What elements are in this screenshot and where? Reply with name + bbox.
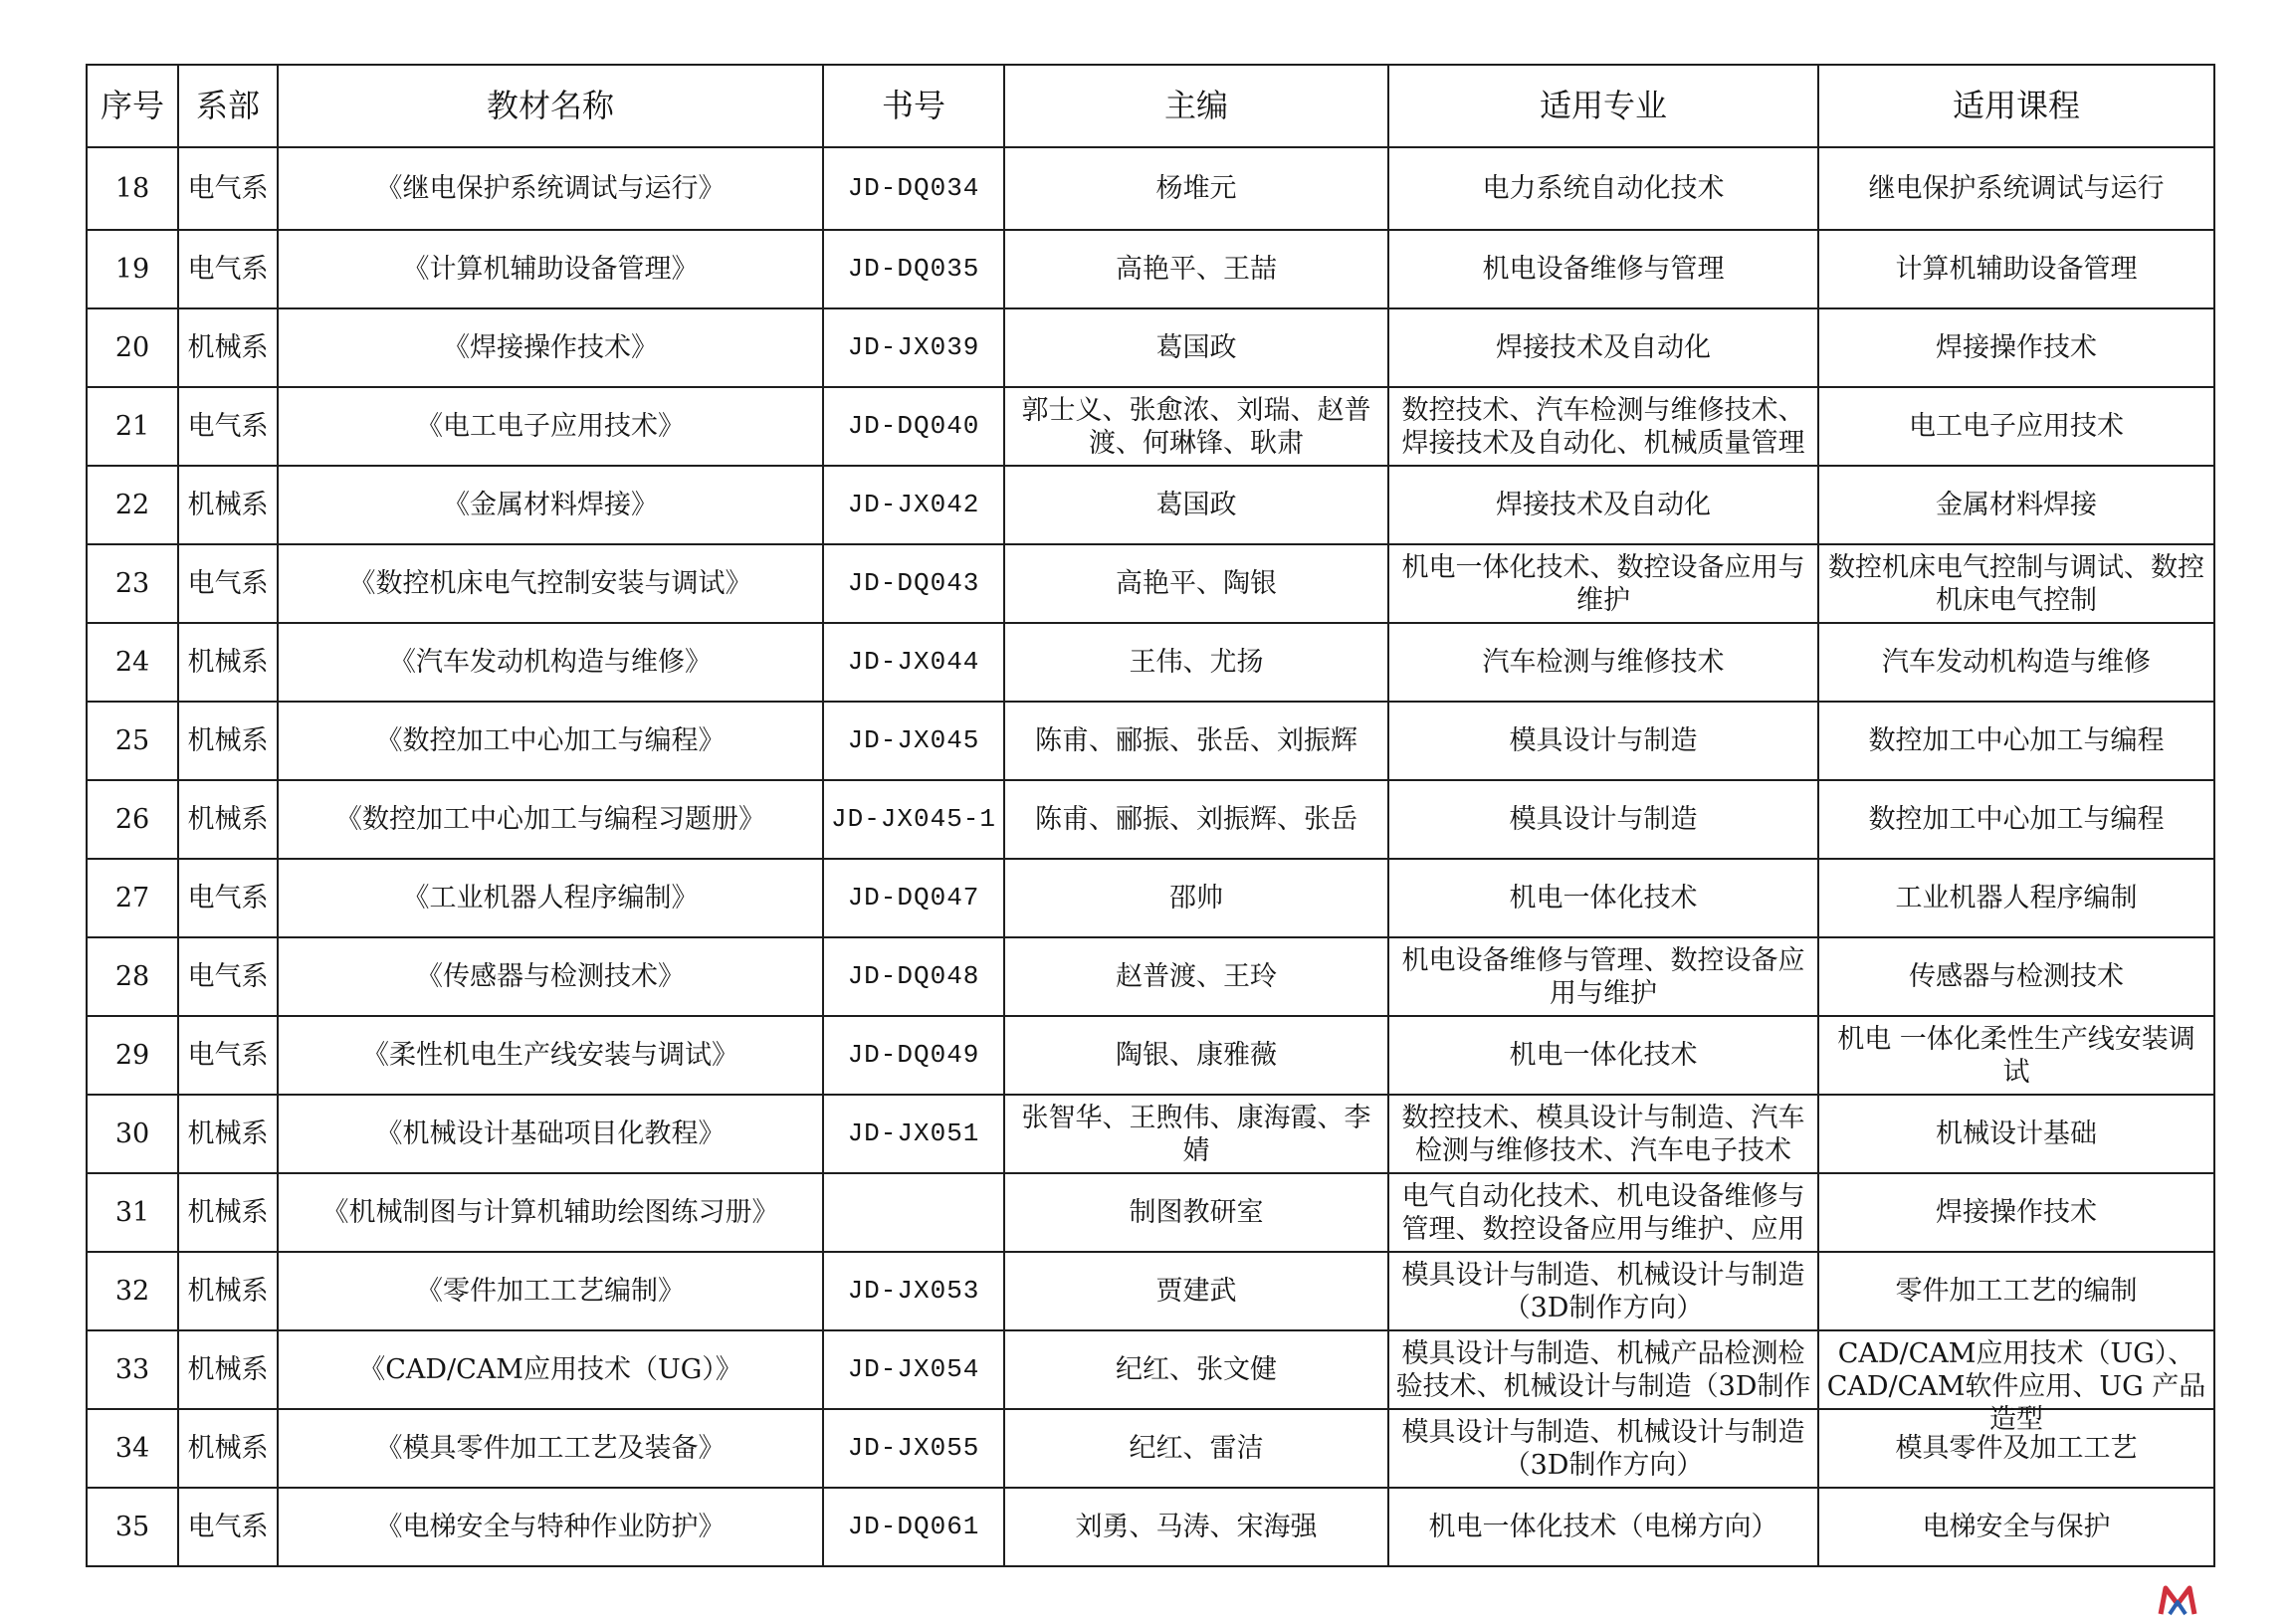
row-department-text: 电气系 [187,961,269,992]
row-editor [1004,308,1388,387]
row-major-text: 汽车检测与维修技术 [1482,647,1725,678]
row-department [178,623,278,702]
table-row [87,308,2214,387]
row-department-text: 机械系 [187,1118,269,1149]
row-book-code-text: JD-JX044 [847,647,980,677]
row-major-text: 机电一体化技术 [1509,1040,1698,1071]
row-major [1388,1330,1818,1409]
header-editor: 主编 [1004,65,1388,147]
row-department [178,544,278,623]
row-number [87,387,178,466]
row-book-code [823,544,1004,623]
row-course-text: 模具零件及加工工艺 [1895,1433,2138,1464]
row-textbook-title [278,544,823,623]
row-major-text: 模具设计与制造、机械产品检测检验技术、机械设计与制造（3D制作 [1395,1337,1811,1402]
row-textbook-title [278,466,823,544]
row-editor-text: 赵普渡、王玲 [1116,961,1277,992]
row-editor [1004,230,1388,308]
row-department-text: 电气系 [187,568,269,599]
row-editor-text: 郭士义、张愈浓、刘瑞、赵普渡、何琳锋、耿肃 [1021,394,1371,459]
row-department-text: 机械系 [187,1276,269,1307]
table-row [87,702,2214,780]
row-major [1388,1488,1818,1566]
row-editor-text: 高艳平、陶银 [1116,568,1277,599]
row-number [87,1173,178,1252]
row-textbook-title-text: 《数控加工中心加工与编程》 [375,725,726,756]
row-major [1388,937,1818,1016]
row-book-code [823,1173,1004,1252]
row-book-code-text: JD-DQ040 [847,411,980,441]
row-editor [1004,544,1388,623]
row-number-text: 22 [114,490,150,520]
row-course-text: 数控机床电气控制与调试、数控机床电气控制 [1828,551,2204,616]
table-row [87,937,2214,1016]
row-department-text: 电气系 [187,173,269,204]
row-textbook-title [278,702,823,780]
row-major-text: 模具设计与制造、机械设计与制造（3D制作方向） [1401,1416,1805,1481]
row-major [1388,230,1818,308]
row-major-text: 机电一体化技术、数控设备应用与维护 [1401,551,1805,616]
row-textbook-title [278,230,823,308]
row-textbook-title-text: 《电工电子应用技术》 [416,411,685,442]
row-course [1818,859,2214,937]
row-editor [1004,780,1388,859]
row-editor [1004,859,1388,937]
row-book-code [823,230,1004,308]
row-major [1388,544,1818,623]
row-book-code [823,466,1004,544]
row-editor [1004,937,1388,1016]
row-course-text: 数控加工中心加工与编程 [1868,725,2165,756]
row-major-text: 机电设备维修与管理、数控设备应用与维护 [1401,944,1805,1009]
row-major-text: 焊接技术及自动化 [1496,332,1711,363]
row-editor-text: 陈甫、郦振、张岳、刘振辉 [1035,725,1357,756]
row-major-text: 机电一体化技术 [1509,883,1698,914]
row-course [1818,937,2214,1016]
row-book-code [823,702,1004,780]
row-department [178,1488,278,1566]
row-editor [1004,466,1388,544]
row-department-text: 机械系 [187,647,269,678]
row-number-text: 31 [114,1197,150,1228]
row-number [87,1016,178,1095]
row-textbook-title-text: 《CAD/CAM应用技术（UG）》 [358,1354,742,1385]
row-course-text: 电梯安全与保护 [1922,1512,2111,1542]
row-course [1818,147,2214,230]
table-row [87,1330,2214,1409]
row-number [87,308,178,387]
row-department [178,1095,278,1173]
table-row [87,1488,2214,1566]
row-department [178,230,278,308]
row-textbook-title [278,387,823,466]
row-book-code [823,1252,1004,1330]
row-book-code [823,859,1004,937]
row-book-code-text: JD-DQ061 [847,1512,980,1541]
row-number-text: 30 [114,1118,150,1149]
row-textbook-title [278,1488,823,1566]
row-number [87,1409,178,1488]
row-textbook-title-text: 《继电保护系统调试与运行》 [375,173,726,204]
table-row [87,230,2214,308]
row-major [1388,780,1818,859]
table-row [87,780,2214,859]
row-number-text: 21 [114,411,150,442]
row-course-text: 机械设计基础 [1936,1118,2097,1149]
row-book-code-text: JD-DQ035 [847,254,980,284]
row-department [178,937,278,1016]
row-department-text: 电气系 [187,1512,269,1542]
row-editor [1004,147,1388,230]
row-book-code [823,147,1004,230]
row-major-text: 数控技术、汽车检测与维修技术、焊接技术及自动化、机械质量管理 [1401,394,1805,459]
row-editor-text: 高艳平、王喆 [1116,254,1277,285]
row-number-text: 23 [114,568,150,599]
row-textbook-title-text: 《工业机器人程序编制》 [402,883,699,914]
row-editor [1004,1330,1388,1409]
row-major-text: 机电一体化技术（电梯方向） [1428,1512,1778,1542]
row-book-code-text: JD-JX053 [847,1276,980,1306]
m-logo-icon [2158,1584,2197,1616]
row-major-text: 模具设计与制造 [1509,804,1698,835]
row-department-text: 机械系 [187,1354,269,1385]
row-course [1818,308,2214,387]
row-editor-text: 贾建武 [1155,1276,1237,1307]
table-row [87,544,2214,623]
table-row [87,859,2214,937]
row-book-code-text: JD-JX054 [847,1354,980,1384]
row-book-code [823,1016,1004,1095]
row-textbook-title [278,308,823,387]
row-number-text: 27 [114,883,150,914]
row-major-text: 焊接技术及自动化 [1496,490,1711,520]
row-textbook-title-text: 《电梯安全与特种作业防护》 [375,1512,726,1542]
row-textbook-title [278,1409,823,1488]
row-editor [1004,623,1388,702]
row-textbook-title-text: 《数控机床电气控制安装与调试》 [348,568,752,599]
row-textbook-title-text: 《机械设计基础项目化教程》 [375,1118,726,1149]
row-department-text: 机械系 [187,725,269,756]
row-course-text: 焊接操作技术 [1936,1197,2097,1228]
row-department [178,1016,278,1095]
row-number [87,702,178,780]
row-department-text: 机械系 [187,804,269,835]
row-number [87,544,178,623]
row-course-text: 工业机器人程序编制 [1895,883,2138,914]
row-textbook-title-text: 《计算机辅助设备管理》 [402,254,699,285]
row-course [1818,1252,2214,1330]
table-row [87,1173,2214,1252]
row-number [87,937,178,1016]
row-book-code [823,1095,1004,1173]
row-number-text: 28 [114,961,150,992]
row-department-text: 机械系 [187,490,269,520]
table-row [87,1016,2214,1095]
row-course-text: 电工电子应用技术 [1909,411,2124,442]
row-major [1388,859,1818,937]
row-book-code [823,1409,1004,1488]
row-number-text: 29 [114,1040,150,1071]
textbook-table [86,64,2215,1567]
row-textbook-title [278,937,823,1016]
row-editor-text: 王伟、尤扬 [1129,647,1264,678]
row-number-text: 24 [114,647,150,678]
row-course-text: 计算机辅助设备管理 [1895,254,2138,285]
row-number-text: 19 [114,254,150,285]
row-book-code-text: JD-JX055 [847,1433,980,1463]
row-number [87,1488,178,1566]
row-editor [1004,1488,1388,1566]
header-title: 教材名称 [278,65,823,147]
row-major-text: 模具设计与制造 [1509,725,1698,756]
row-textbook-title-text: 《焊接操作技术》 [443,332,658,363]
row-book-code-text: JD-DQ043 [847,568,980,598]
row-textbook-title-text: 《汽车发动机构造与维修》 [389,647,712,678]
row-course [1818,1330,2214,1435]
header-major: 适用专业 [1388,65,1818,147]
row-number [87,1252,178,1330]
row-textbook-title-text: 《模具零件加工工艺及装备》 [375,1433,726,1464]
row-major-text: 电气自动化技术、机电设备维修与管理、数控设备应用与维护、应用 [1401,1180,1805,1245]
row-textbook-title [278,1095,823,1173]
row-department [178,1330,278,1409]
row-number [87,859,178,937]
row-book-code-text: JD-DQ048 [847,961,980,991]
row-department-text: 机械系 [187,1197,269,1228]
row-textbook-title-text: 《机械制图与计算机辅助绘图练习册》 [321,1197,779,1228]
row-department [178,147,278,230]
row-editor [1004,387,1388,466]
row-editor-text: 葛国政 [1155,490,1237,520]
row-department [178,1409,278,1488]
row-textbook-title-text: 《零件加工工艺编制》 [416,1276,685,1307]
table-row [87,1252,2214,1330]
row-number [87,230,178,308]
row-course-text: 零件加工工艺的编制 [1895,1276,2138,1307]
row-number [87,466,178,544]
row-course [1818,466,2214,544]
row-department [178,1173,278,1252]
table-row [87,623,2214,702]
row-department-text: 电气系 [187,883,269,914]
row-course [1818,544,2214,623]
table-row [87,1095,2214,1173]
row-department [178,859,278,937]
row-textbook-title [278,1016,823,1095]
row-major [1388,308,1818,387]
row-department-text: 电气系 [187,411,269,442]
row-course [1818,702,2214,780]
row-book-code-text: JD-DQ049 [847,1040,980,1070]
row-book-code [823,623,1004,702]
row-editor-text: 陶银、康雅薇 [1116,1040,1277,1071]
row-department [178,1252,278,1330]
row-editor-text: 陈甫、郦振、刘振辉、张岳 [1035,804,1357,835]
row-major-text: 电力系统自动化技术 [1482,173,1725,204]
row-major-text: 模具设计与制造、机械设计与制造（3D制作方向） [1401,1259,1805,1323]
row-major-text: 数控技术、模具设计与制造、汽车检测与维修技术、汽车电子技术 [1401,1102,1805,1166]
row-number-text: 33 [114,1354,150,1385]
row-major [1388,1173,1818,1252]
row-number [87,780,178,859]
row-book-code [823,780,1004,859]
row-book-code-text: JD-JX051 [847,1118,980,1148]
row-number [87,1330,178,1409]
row-course-text: 汽车发动机构造与维修 [1882,647,2151,678]
row-number-text: 26 [114,804,150,835]
header-dept: 系部 [178,65,278,147]
row-textbook-title-text: 《柔性机电生产线安装与调试》 [362,1040,738,1071]
row-number [87,147,178,230]
row-department-text: 电气系 [187,254,269,285]
row-number-text: 25 [114,725,150,756]
row-textbook-title [278,1173,823,1252]
row-book-code-text: JD-JX045-1 [830,804,997,834]
row-major [1388,1409,1818,1488]
row-course [1818,1173,2214,1252]
table-row [87,1409,2214,1488]
row-editor-text: 葛国政 [1155,332,1237,363]
row-textbook-title [278,147,823,230]
table-row [87,387,2214,466]
row-editor [1004,702,1388,780]
row-textbook-title [278,1330,823,1409]
row-editor [1004,1173,1388,1252]
row-department [178,466,278,544]
row-course-text: 传感器与检测技术 [1909,961,2124,992]
row-editor-text: 纪红、雷洁 [1129,1433,1264,1464]
row-number-text: 34 [114,1433,150,1464]
row-editor-text: 制图教研室 [1129,1197,1264,1228]
row-book-code-text: JD-JX039 [847,332,980,362]
row-department [178,780,278,859]
row-number [87,623,178,702]
row-textbook-title-text: 《传感器与检测技术》 [416,961,685,992]
row-book-code-text: JD-JX045 [847,725,980,755]
row-major-text: 机电设备维修与管理 [1482,254,1725,285]
row-major [1388,466,1818,544]
row-major [1388,387,1818,466]
row-editor [1004,1252,1388,1330]
row-number-text: 20 [114,332,150,363]
row-course [1818,230,2214,308]
row-number-text: 32 [114,1276,150,1307]
row-book-code [823,937,1004,1016]
row-book-code-text: JD-JX042 [847,490,980,519]
row-course [1818,1095,2214,1173]
row-major [1388,623,1818,702]
header-code: 书号 [823,65,1004,147]
row-major [1388,702,1818,780]
header-no: 序号 [87,65,178,147]
row-department [178,702,278,780]
row-number-text: 18 [114,173,150,204]
row-course-text: 机电 一体化柔性生产线安装调试 [1837,1023,2195,1088]
row-editor [1004,1095,1388,1173]
row-department-text: 电气系 [187,1040,269,1071]
row-editor-text: 邵帅 [1169,883,1223,914]
row-course [1818,387,2214,466]
row-textbook-title-text: 《数控加工中心加工与编程习题册》 [335,804,765,835]
table-row [87,147,2214,230]
row-course [1818,1016,2214,1095]
row-editor-text: 杨堆元 [1155,173,1237,204]
row-textbook-title [278,780,823,859]
row-department-text: 机械系 [187,332,269,363]
row-major [1388,1252,1818,1330]
row-editor-text: 张智华、王煦伟、康海霞、李婧 [1021,1102,1371,1166]
row-course-text: 金属材料焊接 [1936,490,2097,520]
row-course-text: 继电保护系统调试与运行 [1868,173,2165,204]
row-major [1388,1095,1818,1173]
row-editor [1004,1409,1388,1488]
row-book-code-text: JD-DQ034 [847,173,980,203]
row-major [1388,1016,1818,1095]
row-department [178,308,278,387]
row-course [1818,623,2214,702]
row-book-code [823,387,1004,466]
row-editor-text: 刘勇、马涛、宋海强 [1075,1512,1318,1542]
header-row [87,65,2214,147]
row-editor [1004,1016,1388,1095]
row-number [87,1095,178,1173]
table-row [87,466,2214,544]
row-course [1818,780,2214,859]
row-course-text: 焊接操作技术 [1936,332,2097,363]
row-department [178,387,278,466]
row-textbook-title [278,1252,823,1330]
row-number-text: 35 [114,1512,150,1542]
row-course [1818,1488,2214,1566]
row-textbook-title [278,859,823,937]
row-book-code [823,1488,1004,1566]
row-book-code-text: JD-DQ047 [847,883,980,913]
row-textbook-title [278,623,823,702]
row-book-code [823,1330,1004,1409]
row-department-text: 机械系 [187,1433,269,1464]
header-course: 适用课程 [1818,65,2214,147]
row-course-text: 数控加工中心加工与编程 [1868,804,2165,835]
row-major [1388,147,1818,230]
row-course-text: CAD/CAM应用技术（UG）、CAD/CAM软件应用、UG 产品造型 [1826,1337,2206,1435]
row-editor-text: 纪红、张文健 [1116,1354,1277,1385]
row-textbook-title-text: 《金属材料焊接》 [443,490,658,520]
row-book-code [823,308,1004,387]
